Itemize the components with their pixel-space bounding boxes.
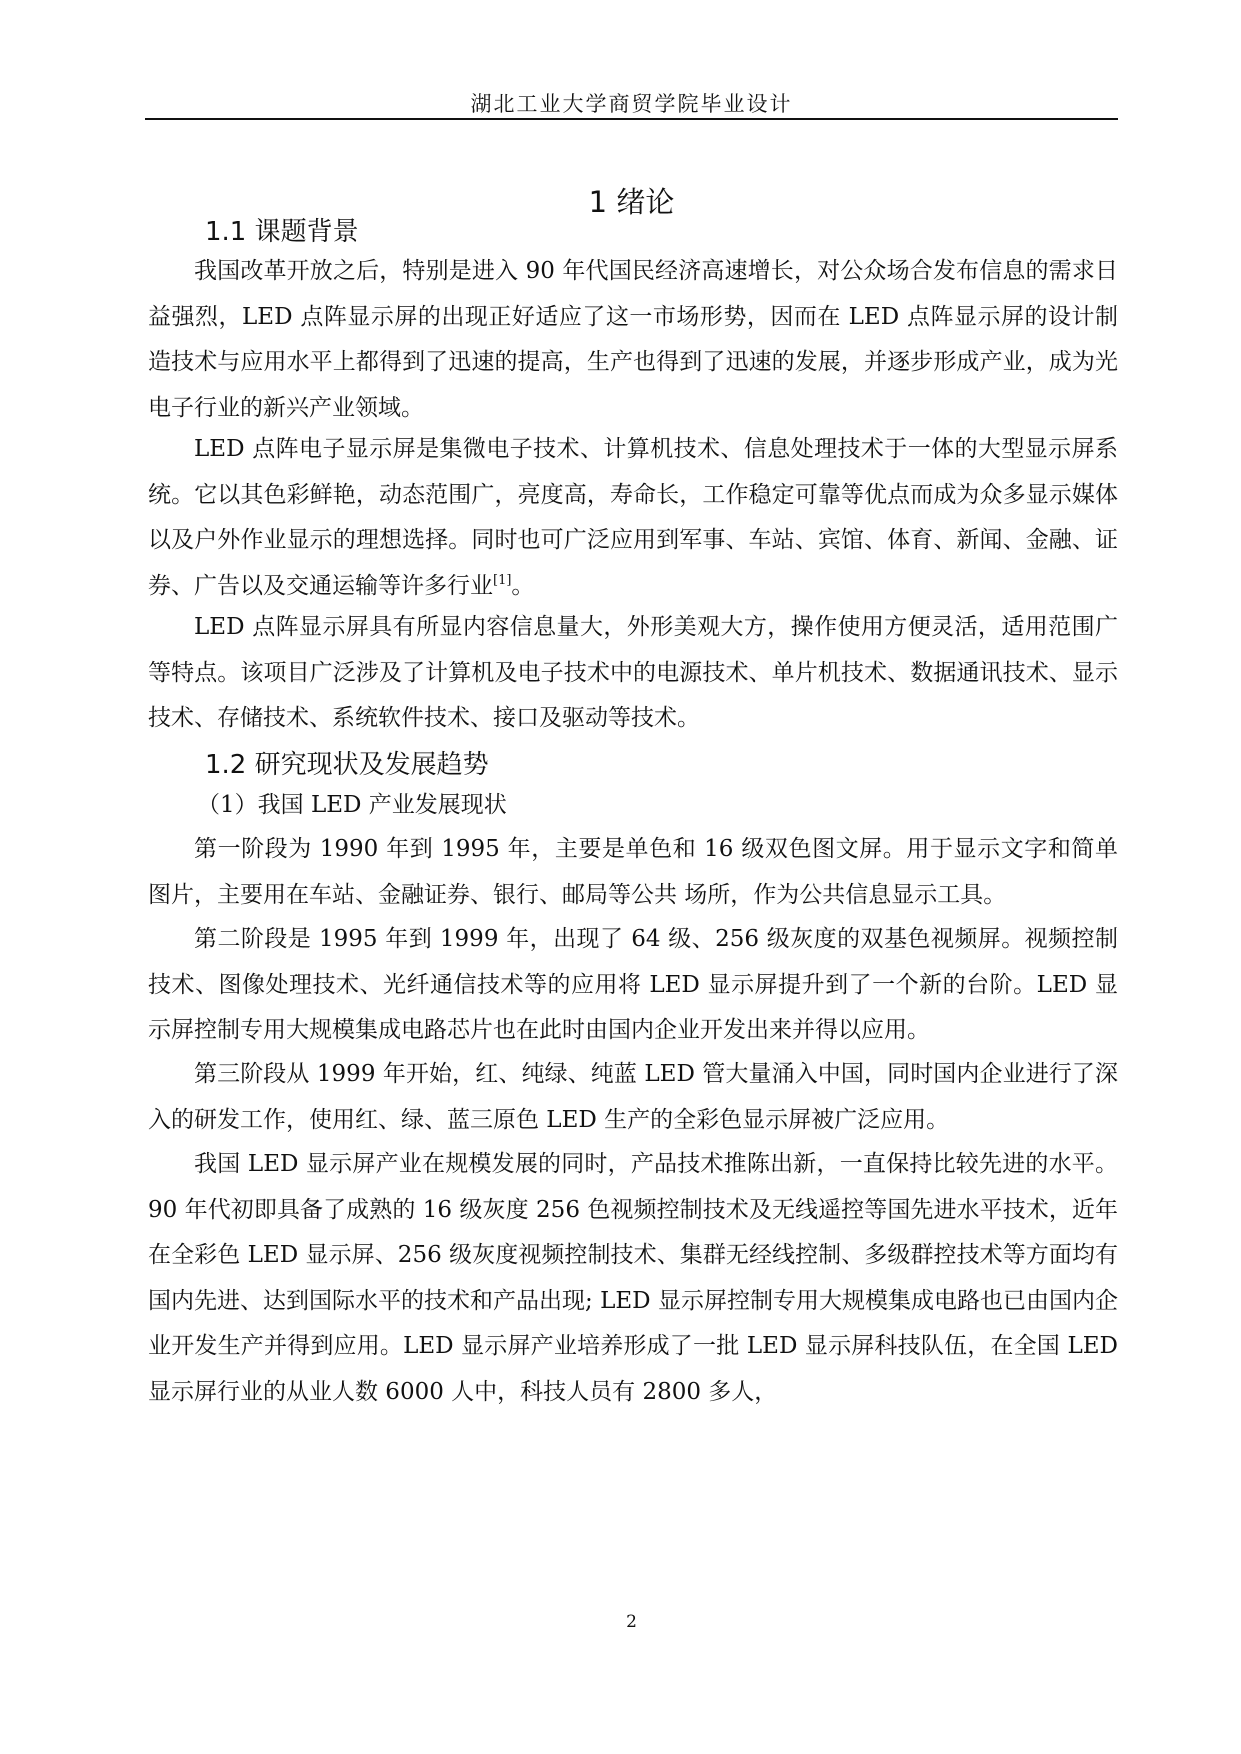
chapter-title: 1 绪论 xyxy=(588,185,675,219)
paragraph: 第三阶段从 1999 年开始，红、纯绿、纯蓝 LED 管大量涌入中国，同时国内企业进行了深入的研发工作，使用红、绿、蓝三原色 LED 生产的全彩色显示屏被广泛应用。 xyxy=(148,1061,1118,1133)
paragraph: LED 点阵显示屏具有所显内容信息量大，外形美观大方，操作使用方便灵活，适用范围广等特点。该项目广泛涉及了计算机及电子技术中的电源技术、单片机技术、数据通讯技术、显示技术、存储技术、系统软件技术、接口及驱动等技术。 xyxy=(148,614,1118,732)
citation-mark: [1] xyxy=(493,572,512,588)
page-number: 2 xyxy=(626,1612,637,1632)
running-header: 湖北工业大学商贸学院毕业设计 xyxy=(470,92,793,116)
section-heading-1-2: 1.2 研究现状及发展趋势 xyxy=(205,750,489,780)
paragraph: 我国 LED 显示屏产业在规模发展的同时，产品技术推陈出新，一直保持比较先进的水平。 90 年代初即具备了成熟的 16 级灰度 256 色视频控制技术及无线遥控等国先进水平技术，近年在全彩色 LED 显示屏、256 级灰度视频控制技术、集群无经线控制、多级群控技术等方面均有国内先进、达到国际水平的技术和产品出现; LED 显示屏控制专用大规模集成电路也已由国内企业开发生产并得到应用。LED 显示屏产业培养形成了一批 LED 显示屏科技队伍，在全国 LED 显示屏行业的从业人数 6000 人中，科技人员有 2800 多人， xyxy=(148,1151,1118,1405)
header-rule xyxy=(145,118,1118,120)
paragraph: 第一阶段为 1990 年到 1995 年，主要是单色和 16 级双色图文屏。用于显示文字和简单图片，主要用在车站、金融证券、银行、邮局等公共 场所，作为公共信息显示工具。 xyxy=(148,836,1118,908)
paragraph-text-tail: 。 xyxy=(511,572,535,599)
section-heading-1-1: 1.1 课题背景 xyxy=(205,217,359,247)
paragraph: 我国改革开放之后，特别是进入 90 年代国民经济高速增长，对公众场合发布信息的需求日益强烈，LED 点阵显示屏的出现正好适应了这一市场形势，因而在 LED 点阵显示屏的设计制造技术与应用水平上都得到了迅速的提高，生产也得到了迅速的发展，并逐步形成产业，成为光电子行业的新兴产业领域。 xyxy=(148,258,1118,421)
subsection-label: （1）我国 LED 产业发展现状 xyxy=(197,792,507,818)
paragraph-text: LED 点阵电子显示屏是集微电子技术、计算机技术、信息处理技术于一体的大型显示屏系统。它以其色彩鲜艳，动态范围广，亮度高，寿命长，工作稳定可靠等优点而成为众多显示媒体以及户外作业显示的理想选择。同时也可广泛应用到军事、车站、宾馆、体育、新闻、金融、证券、广告以及交通运输等许多行业 xyxy=(148,436,1118,599)
paragraph: 第二阶段是 1995 年到 1999 年，出现了 64 级、256 级灰度的双基色视频屏。视频控制技术、图像处理技术、光纤通信技术等的应用将 LED 显示屏提升到了一个新的台阶。LED 显示屏控制专用大规模集成电路芯片也在此时由国内企业开发出来并得以应用。 xyxy=(148,926,1118,1044)
paragraph xyxy=(148,427,1118,609)
